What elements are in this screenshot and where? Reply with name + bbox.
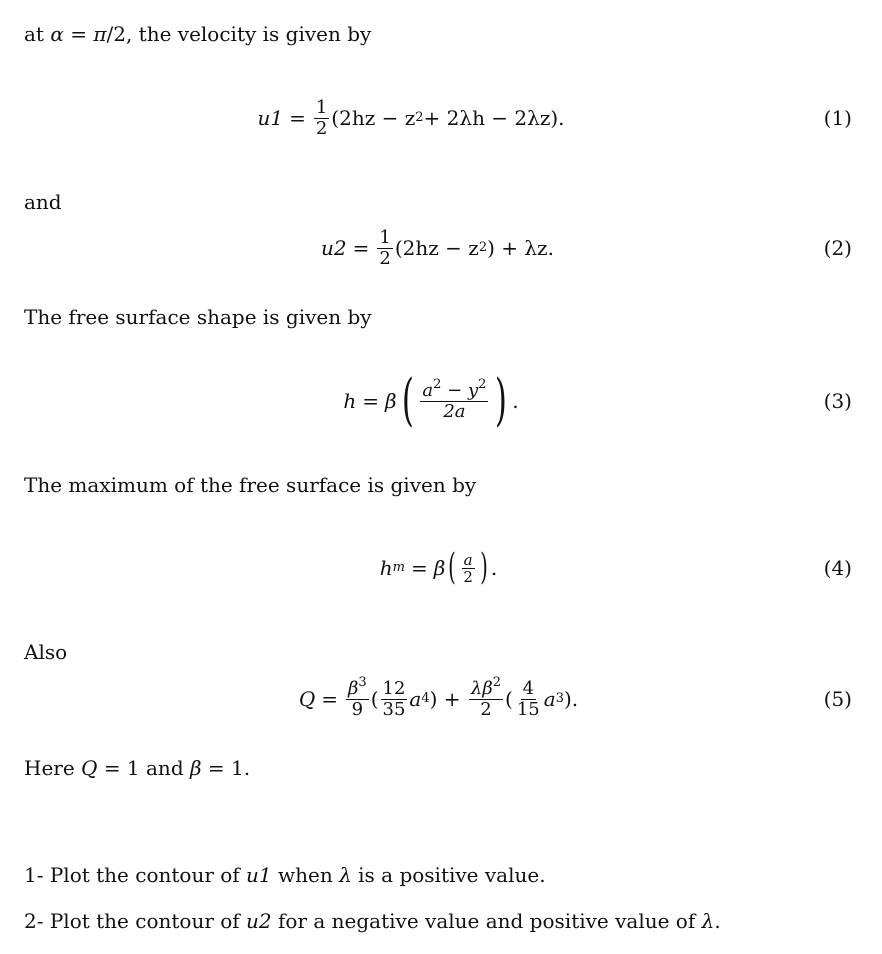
- eq5-fraction-1: $\frac{\beta^3}{9}$: [348, 674, 367, 720]
- eq5-equals: =: [321, 687, 339, 711]
- left-paren-icon: (: [448, 547, 457, 588]
- intro-suffix: /2, the velocity is given by: [106, 22, 372, 46]
- eq2-rest: ) + λz.: [487, 236, 554, 260]
- eq5-lhs: Q: [298, 687, 316, 711]
- alpha-symbol: α: [50, 22, 64, 46]
- eq2-fraction: $\frac{1}{2}$: [379, 226, 391, 269]
- and-text: and: [24, 190, 62, 214]
- eq3-fraction: $\frac{a^2 - y^2}{2a}$: [422, 376, 487, 422]
- eq5-fraction-3: $\frac{\lambda\beta^2}{2}$: [470, 674, 502, 720]
- eq4-fraction: $\frac{a}{2}$: [463, 550, 473, 586]
- intro-prefix: at: [24, 22, 44, 46]
- equation-4: h m = β ( $\frac{a}{2}$ ) . (4): [379, 547, 852, 588]
- equation-number-5: (5): [823, 687, 852, 711]
- eq1-fraction: $\frac{1}{2}$: [315, 96, 328, 139]
- eq1-lhs: u1: [257, 106, 284, 130]
- equation-number-1: (1): [823, 106, 852, 130]
- maximum-text: The maximum of the free surface is given by: [24, 473, 477, 497]
- eq1-equals: =: [289, 106, 306, 130]
- eq5-fraction-4: $\frac{4}{15}$: [516, 677, 540, 720]
- eq1-rest: + 2λh − 2λz).: [423, 106, 565, 130]
- eq3-beta: β: [385, 389, 397, 413]
- eq2-body: (2hz − z: [394, 236, 479, 260]
- task-1: 1- Plot the contour of u1 when λ is a positive value.: [24, 863, 546, 887]
- equation-number-2: (2): [823, 236, 852, 260]
- equation-number-3: (3): [823, 389, 852, 413]
- eq4-lhs: h: [379, 556, 393, 580]
- also-text: Also: [24, 640, 68, 664]
- equation-5: Q = $\frac{\beta^3}{9}$ ( $\frac{12}{35}$ a 4 ) + $\frac{\lambda\beta^2}{2}$ ( $\frac{4}{15}$ a 3 ). (5): [298, 674, 852, 720]
- equals-sign: =: [70, 22, 87, 46]
- equation-3: h = β ( $\frac{a^2 - y^2}{2a}$ ) . (3): [343, 368, 852, 433]
- equation-1: u1 = $\frac{1}{2}$ (2hz − z 2 + 2λh − 2λz). (1): [257, 96, 852, 139]
- task-2: 2- Plot the contour of u2 for a negative value and positive value of λ.: [24, 909, 721, 933]
- left-paren-icon: (: [401, 368, 414, 433]
- equation-2: u2 = $\frac{1}{2}$ (2hz − z 2 ) + λz. (2): [321, 226, 852, 269]
- here-line: Here Q = 1 and β = 1.: [24, 756, 251, 780]
- free-surface-text: The free surface shape is given by: [24, 305, 372, 329]
- right-paren-icon: ): [495, 368, 508, 433]
- right-paren-icon: ): [480, 547, 488, 588]
- eq5-fraction-2: $\frac{12}{35}$: [382, 677, 406, 720]
- eq3-equals: =: [362, 389, 379, 413]
- eq4-beta: β: [433, 556, 446, 580]
- eq1-body: (2hz − z: [331, 106, 416, 130]
- pi-symbol: π: [93, 22, 107, 46]
- eq3-lhs: h: [343, 389, 357, 413]
- eq4-equals: =: [410, 556, 428, 580]
- intro-line: [24, 21, 371, 47]
- eq2-equals: =: [352, 236, 370, 260]
- eq2-lhs: u2: [321, 236, 347, 260]
- equation-number-4: (4): [823, 556, 852, 580]
